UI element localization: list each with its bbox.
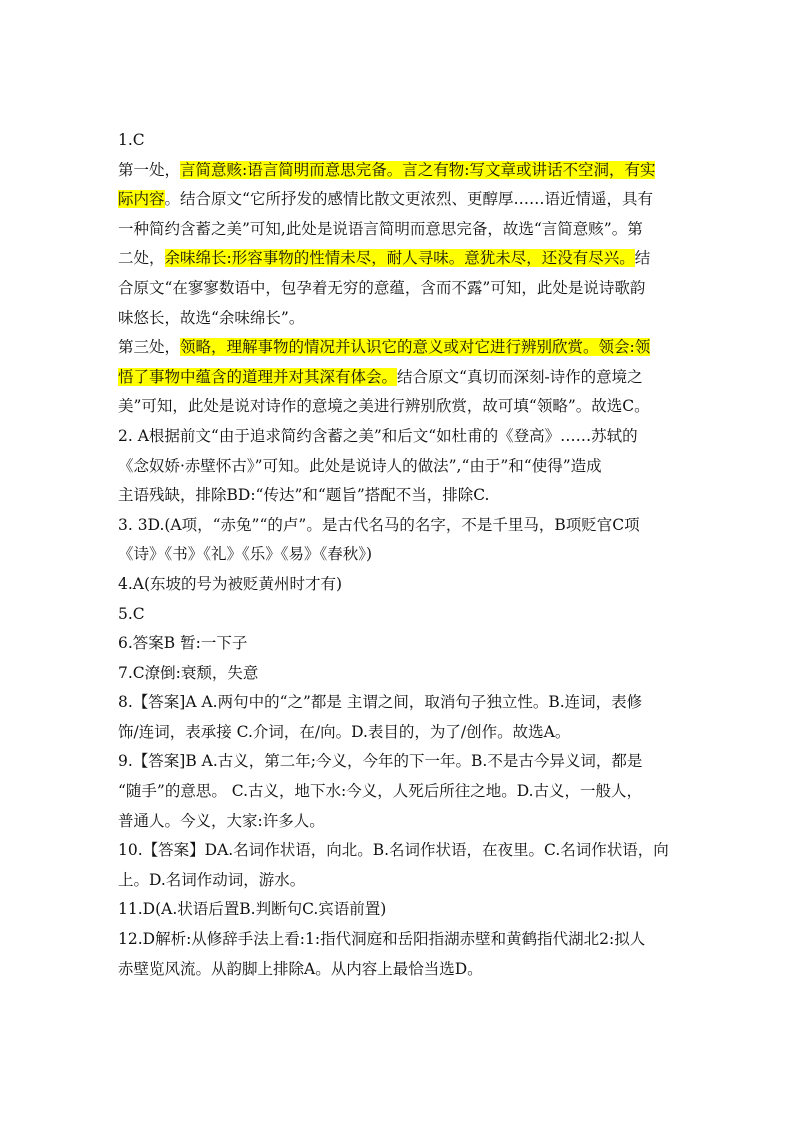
text-line xyxy=(118,836,684,866)
text-segment: 10.【答案】DA.名词作状语，向北。B.名词作状语，在夜里。C.名词作状语，向 xyxy=(118,841,669,860)
text-line xyxy=(118,363,684,393)
text-line xyxy=(118,126,684,156)
text-line xyxy=(118,718,684,748)
answer-key-text xyxy=(118,126,684,984)
text-segment: 饰/连词，表承接 C.介词，在/向。D.表目的，为了/创作。故选A。 xyxy=(118,722,571,741)
text-line xyxy=(118,452,684,482)
text-segment: 味悠长，故选“余味绵长”。 xyxy=(118,308,305,327)
text-line xyxy=(118,304,684,334)
text-line xyxy=(118,274,684,304)
text-line xyxy=(118,215,684,245)
highlighted-text: 言简意赅:语言简明而意思完备。言之有物:写文章或讲话不空洞，有实 xyxy=(180,160,656,179)
text-segment: 11.D(A.状语后置B.判断句C.宾语前置) xyxy=(118,900,387,919)
text-line xyxy=(118,392,684,422)
text-segment: “随手”的意思。 C.古义，地下水:今义，人死后所往之地。D.古义，一般人， xyxy=(118,782,643,801)
text-line xyxy=(118,481,684,511)
highlighted-text: 领略，理解事物的情况并认识它的意义或对它进行辨别欣赏。领会:领 xyxy=(180,338,651,357)
text-segment: 上。D.名词作动词，游水。 xyxy=(118,870,306,889)
text-line xyxy=(118,895,684,925)
text-line xyxy=(118,600,684,630)
text-line xyxy=(118,540,684,570)
text-segment: 赤壁览风流。从韵脚上排除A。从内容上最恰当选D。 xyxy=(118,959,483,978)
text-line xyxy=(118,156,684,186)
text-segment: 第三处， xyxy=(118,338,181,357)
text-segment: 主语残缺，排除BD:“传达”和“题旨”搭配不当，排除C. xyxy=(118,486,490,505)
text-line xyxy=(118,925,684,955)
text-line xyxy=(118,777,684,807)
text-line xyxy=(118,422,684,452)
text-segment: 7.C潦倒:衰颓，失意 xyxy=(118,663,259,682)
text-segment: 普通人。今义，大家:许多人。 xyxy=(118,811,325,830)
text-line xyxy=(118,333,684,363)
text-segment: 一种简约含蓄之美”可知,此处是说语言简明而意思完备，故选“言简意赅”。第 xyxy=(118,219,643,238)
text-line xyxy=(118,511,684,541)
text-line xyxy=(118,570,684,600)
text-line xyxy=(118,866,684,896)
text-segment: 4.A(东坡的号为被贬黄州时才有) xyxy=(118,574,343,593)
text-line xyxy=(118,807,684,837)
text-segment: 9.【答案]B A.古义，第二年;今义，今年的下一年。B.不是古今异义词，都是 xyxy=(118,752,643,771)
text-segment: 6.答案B 暂:一下子 xyxy=(118,634,248,653)
text-line xyxy=(118,659,684,689)
text-segment: 美”可知，此处是说对诗作的意境之美进行辨别欣赏，故可填“领略”。故选C。 xyxy=(118,397,650,416)
text-segment: 2. A根据前文“由于追求简约含蓄之美”和后文“如杜甫的《登高》……苏轼的 xyxy=(118,426,638,445)
text-line xyxy=(118,244,684,274)
text-segment: 合原文“在寥寥数语中，包孕着无穷的意蕴，含而不露”可知，此处是说诗歌韵 xyxy=(118,278,646,297)
highlighted-text: 际内容 xyxy=(118,190,165,209)
text-line xyxy=(118,629,684,659)
highlighted-text: 悟了事物中蕴含的道理并对其深有体会。 xyxy=(118,367,398,386)
highlighted-text: 余味绵长:形容事物的性情未尽，耐人寻味。意犹未尽，还没有尽兴。 xyxy=(164,249,635,268)
text-segment: 3. 3D.(A项，“赤兔”“的卢”。是古代名马的名字，不是千里马，B项贬官C项 xyxy=(118,515,640,534)
text-segment: 第一处， xyxy=(118,160,181,179)
text-segment: 1.C xyxy=(118,131,145,149)
text-segment: 5.C xyxy=(118,604,145,623)
text-line xyxy=(118,747,684,777)
text-segment: 结合原文“真切而深刻-诗作的意境之 xyxy=(397,367,643,386)
text-segment: 二处， xyxy=(118,249,165,268)
text-segment: 《诗》《书》《礼》《乐》《易》《春秋》) xyxy=(118,545,373,564)
text-segment: 。结合原文“它所抒发的感情比散文更浓烈、更醇厚……语近情遥，具有 xyxy=(164,190,653,209)
text-segment: 12.D解析:从修辞手法上看:1:指代洞庭和岳阳指湖赤壁和黄鹤指代湖北2:拟人 xyxy=(118,930,646,949)
text-line xyxy=(118,185,684,215)
text-segment: 8.【答案]A A.两句中的“之”都是 主谓之间，取消句子独立性。B.连词，表修 xyxy=(118,693,643,712)
text-line xyxy=(118,955,684,985)
text-segment: 结 xyxy=(634,249,651,268)
text-line xyxy=(118,688,684,718)
text-segment: 《念奴娇·赤壁怀古》”可知。此处是说诗人的做法”,“由于”和“使得”造成 xyxy=(118,456,602,475)
